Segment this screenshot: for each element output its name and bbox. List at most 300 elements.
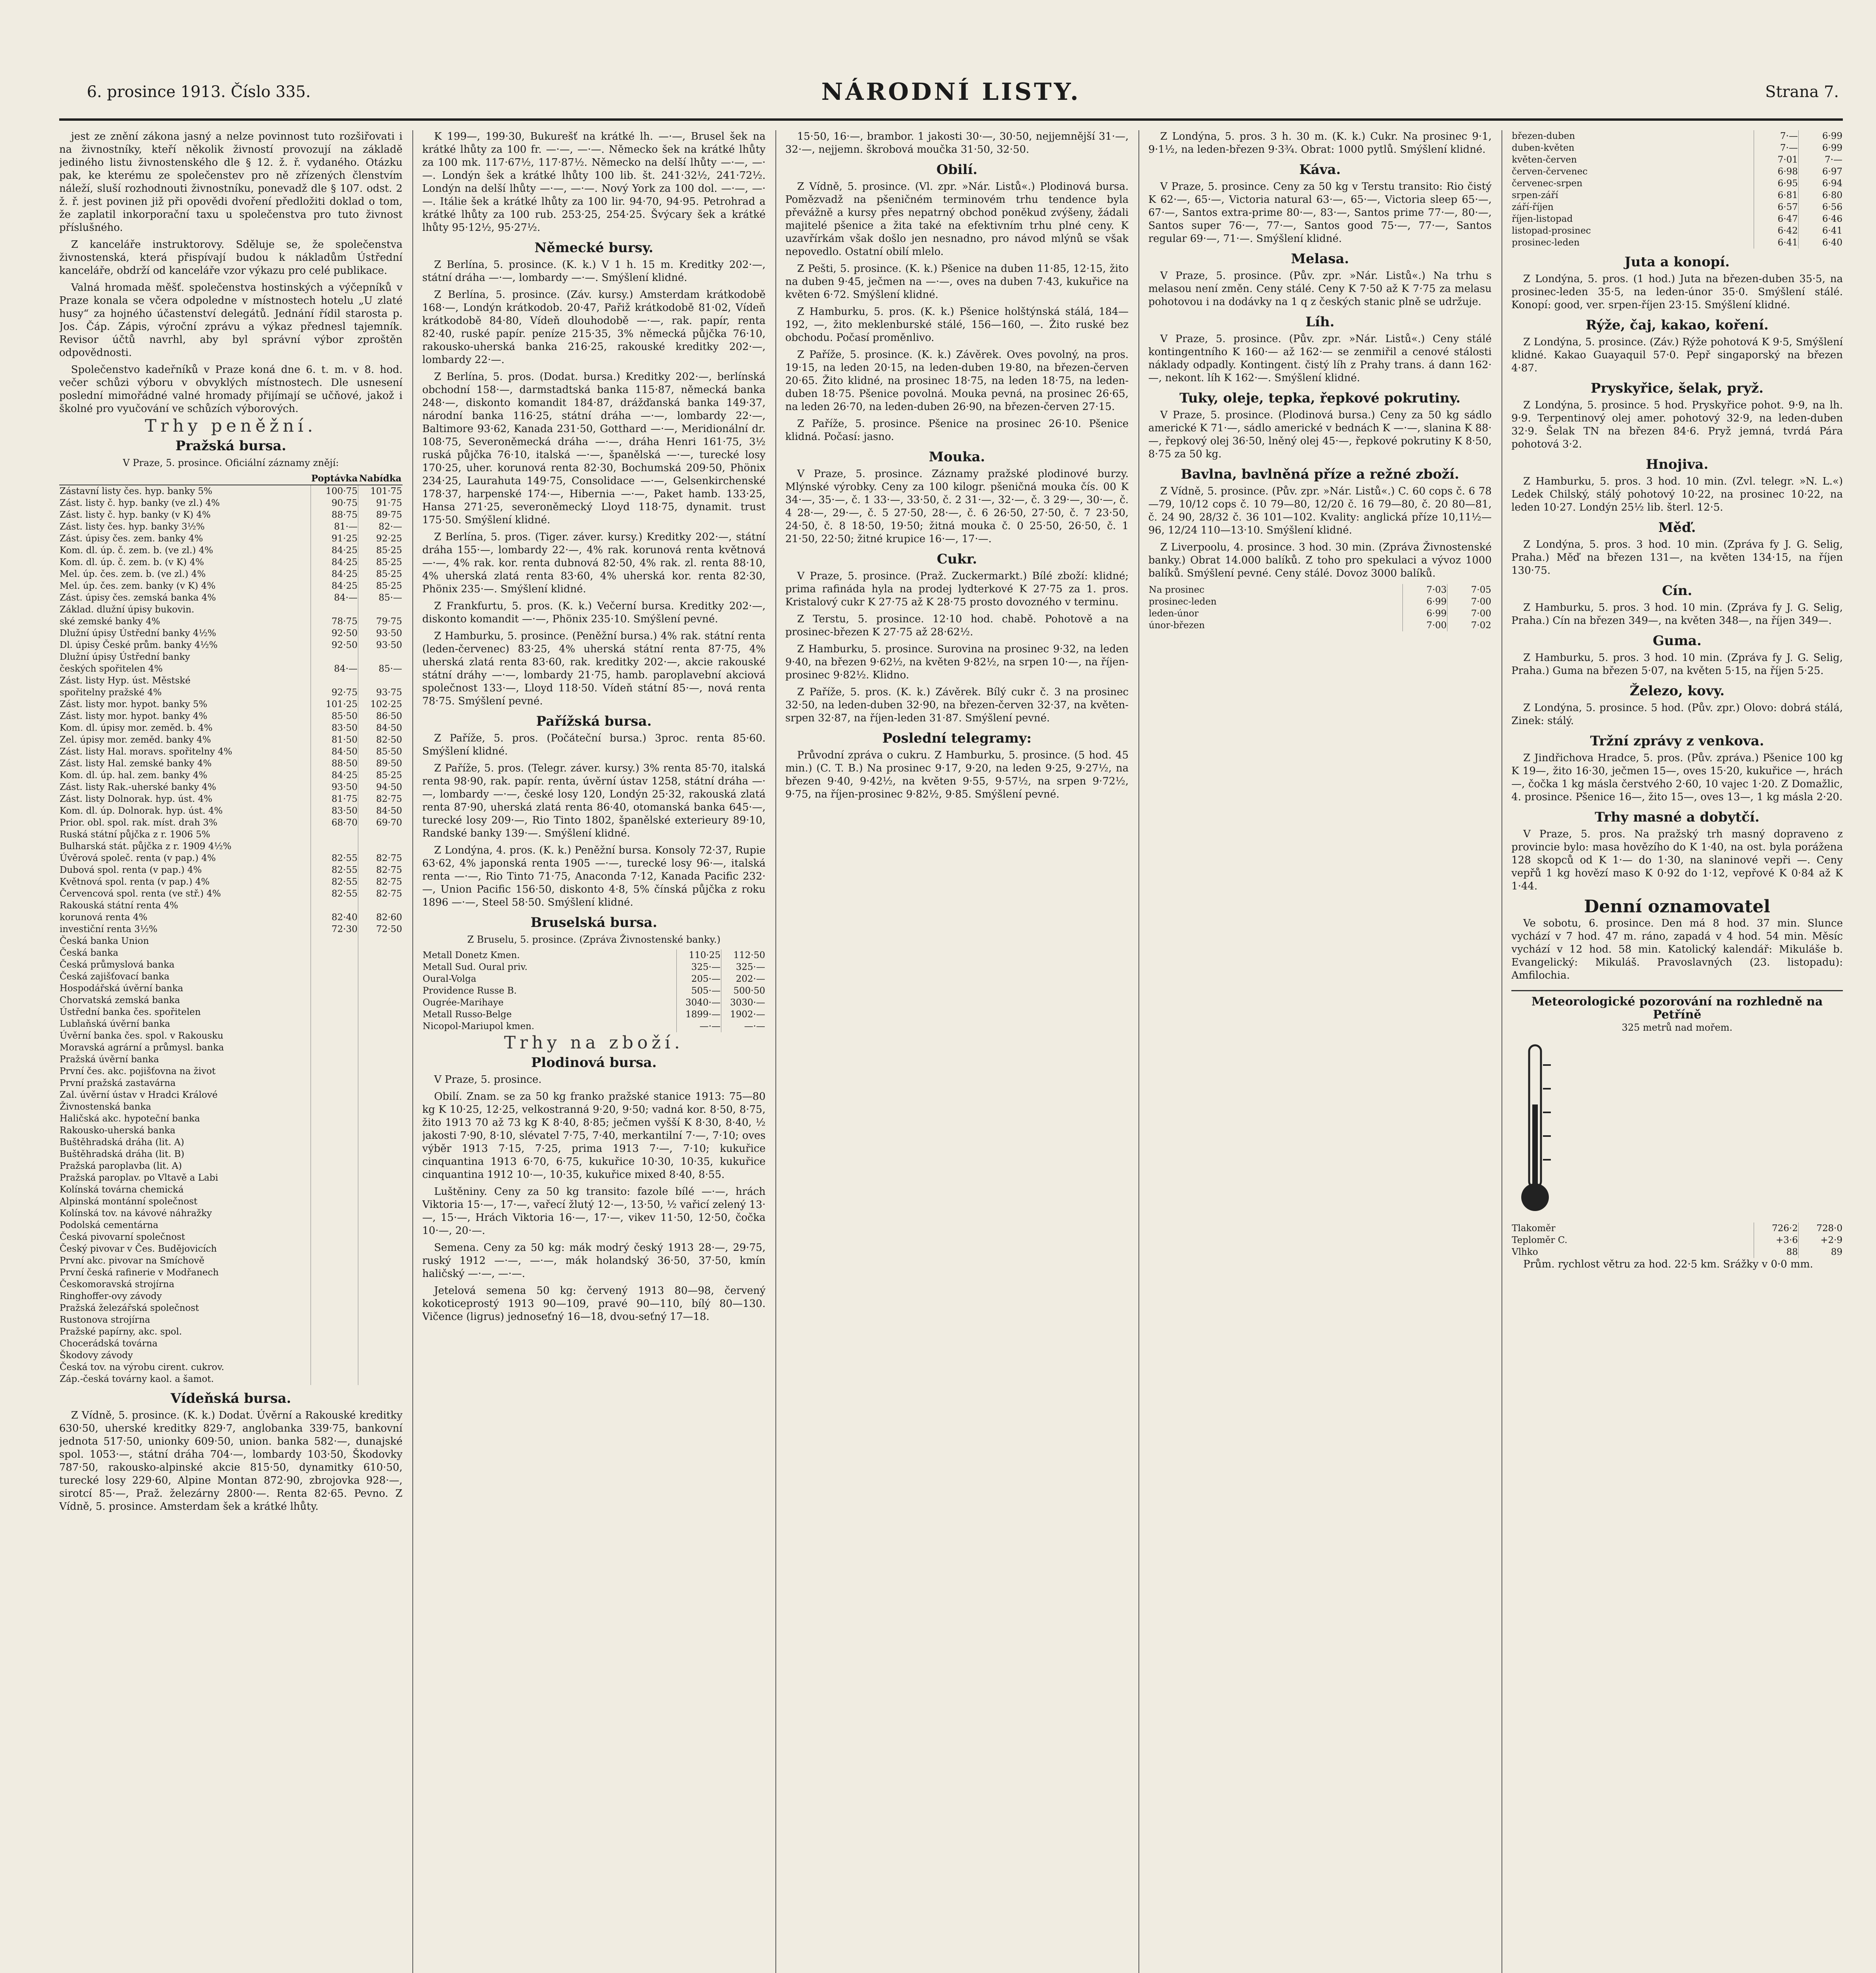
row-value: 85·25 [358, 769, 403, 781]
row-value: 101·75 [358, 485, 403, 497]
table-header: Poptávka [311, 473, 358, 485]
row-value: 6·41 [1754, 237, 1799, 249]
table-row [59, 971, 403, 983]
section-title: Káva. [1299, 162, 1341, 178]
table-row [1511, 1246, 1843, 1258]
row-name: Lublaňská úvěrní banka [60, 1019, 170, 1029]
table-row [59, 1326, 403, 1338]
table-row [59, 627, 403, 639]
section-title: Denní oznamovatel [1584, 897, 1770, 917]
section-title: Rýže, čaj, kakao, koření. [1586, 317, 1769, 333]
table-row [422, 961, 766, 973]
row-value: 85·25 [358, 580, 403, 592]
table-header [59, 473, 311, 485]
row-value: 85·25 [358, 556, 403, 568]
row-value: 89 [1799, 1246, 1843, 1258]
table-row [59, 840, 403, 852]
row-value: 93·50 [358, 639, 403, 651]
article-paragraph: 15·50, 16·—, brambor. 1 jakosti 30·—, 30·50, nejjemnější 31·—, 32·—, nejjemn. škrobová moučka 31·50, 32·50. [785, 131, 1129, 155]
row-value: 89·75 [358, 509, 403, 521]
table-row [1511, 201, 1843, 213]
table-row [1148, 596, 1492, 608]
row-value: 3040·— [677, 997, 721, 1009]
article-paragraph: Z Londýna, 5. pros. (1 hod.) Juta na březen-duben 35·5, na prosinec-leden 35·5, na leden-únor 35·0. Smýšlení stálé. Konopí: good, ver. srpen-říjen 23·15. Smýšlení klidné. [1511, 273, 1843, 311]
column-5 [1511, 130, 1843, 1973]
section-title: Bavlna, bavlněná příze a režné zboží. [1181, 466, 1459, 482]
table-row [59, 698, 403, 710]
table-row [59, 556, 403, 568]
row-name: duben-květen [1512, 143, 1575, 153]
row-value [358, 1006, 403, 1018]
table-row [59, 1113, 403, 1125]
table-row [59, 710, 403, 722]
article-paragraph: Z Hamburku, 5. prosince. (Peněžní bursa.) 4% rak. státní renta (leden-červenec) 83·25, 4% uherská státní renta 87·75, 4% uherská zlatá renta 83·60, rak. kreditky 202·—, akcie rakouské státní dráhy —·—, lombardy 21·75, hamb. paroplavební akciová společnost 133·—, Lloyd 118·50. Vídeň státní 85·—, nová renta 78·75. Smýšlení pevné. [422, 630, 766, 707]
article-paragraph: Z Londýna, 5. pros. 3 hod. 10 min. (Zpráva fy J. G. Selig, Praha.) Měď na březen 131—, na květen 134·15, na říjen 130·75. [1511, 539, 1843, 577]
table-row [59, 876, 403, 888]
table-row [59, 651, 403, 663]
row-value: 88·75 [311, 509, 358, 521]
row-value [311, 1054, 358, 1065]
table-row [59, 592, 403, 604]
article-paragraph: V Praze, 5. prosince. (Plodinová bursa.) Ceny za 50 kg sádlo americké K 71·—, sádlo americké v bednách K —·—, slanina K 88·—, řepkový olej 36·50, lněný olej 45·—, řepkové pokrutiny K 8·50, 8·75 za 50 kg. [1148, 409, 1492, 460]
row-value: 84·25 [311, 580, 358, 592]
row-name: březen-duben [1512, 131, 1575, 141]
article-paragraph: V Praze, 5. pros. Na pražský trh masný dopraveno z provincie bylo: masa hovězího do K 1·40, na ost. byla porážena 128 skopců od K 1·— do 1·30, na slaninové vepři —. Ceny vepřů 1 kg hovězí maso K 0·92 do 1·12, vepřové K 0·84 až K 1·44. [1511, 828, 1843, 892]
table-row [59, 1196, 403, 1207]
row-value [358, 1113, 403, 1125]
row-value: 325·— [721, 961, 766, 973]
table-row [1511, 142, 1843, 154]
row-value [358, 1184, 403, 1196]
table-row [59, 1101, 403, 1113]
weather-table [1511, 1222, 1843, 1258]
row-name: Dlužní úpisy Ústřední banky [60, 652, 190, 662]
row-value: 6·99 [1799, 142, 1843, 154]
row-name: Zást. listy č. hyp. banky (ve zl.) 4% [60, 498, 220, 508]
table-row [59, 1018, 403, 1030]
section-subtitle: Z Bruselu, 5. prosince. (Zpráva Živnostenské banky.) [467, 934, 721, 945]
table-row [59, 1338, 403, 1350]
article-paragraph: Z Vídně, 5. prosince. (Vl. zpr. »Nár. Listů«.) Plodinová bursa. Pomězvadž na pšeničném terminovém trhu tendence byla převážně a kursy přes nepatrný obchod poněkud zvýšeny, žádali majitelé pšenice a žita také na efektivním trhu plné ceny. K uzavřírkám však došlo jen nesnadno, pro návod mlýnů se však nepovedlo. Ostatní obilí mlelo. [785, 181, 1129, 258]
article-paragraph: Z kanceláře instruktorovy. Sděluje se, že společenstva živnostenská, která přispívají budou k nákladům Ústřední kanceláře, obdrží od kanceláře vzor výkazu pro celé publikace. [59, 239, 403, 277]
row-value [311, 1361, 358, 1373]
row-name: Vlhko [1512, 1247, 1538, 1257]
article-paragraph: Z Hamburku, 5. pros. 3 hod. 10 min. (Zvl. telegr. »N. L.«) Ledek Chilský, stálý pohotový 10·22, na prosinec 10·22, na leden 10·27. Londýn 25½ lib. šterl. 12·5. [1511, 475, 1843, 513]
row-value [358, 675, 403, 687]
row-name: Česká banka [60, 948, 118, 958]
newspaper-title: NÁRODNÍ LISTY. [821, 78, 1081, 106]
row-value [311, 947, 358, 959]
row-value [311, 1314, 358, 1326]
row-name: Bulharská stát. půjčka z r. 1909 4½% [60, 841, 232, 852]
row-value: 1899·— [677, 1009, 721, 1020]
section-title: Hnojiva. [1646, 457, 1709, 472]
article-paragraph: Z Vídně, 5. prosince. (K. k.) Dodat. Úvěrní a Rakouské kreditky 630·50, uherské kreditky 829·7, anglobanka 339·75, bankovní jednota 517·50, unionky 609·50, union. banka 582·—, dunajské spol. 1053·—, státní dráha 704·—, lombardy 103·50, Škodovky 787·50, rakousko-alpinské akcie 815·50, dynamitky 610·50, turecké losy 229·60, Alpine Montan 872·90, zbrojovka 928·—, sirotcí 85·—, Praž. železárny 2800·—. Renta 82·65. Pevno. Z Vídně, 5. prosince. Amsterdam šek a krátké lhůty. [59, 1410, 403, 1513]
row-name: prosinec-leden [1149, 597, 1217, 607]
row-value: 82·55 [311, 852, 358, 864]
row-value: 6·99 [1403, 596, 1447, 608]
row-value: 6·94 [1799, 178, 1843, 189]
row-value: 82·50 [358, 734, 403, 746]
table-row [59, 1302, 403, 1314]
article-paragraph: Z Hamburku, 5. pros. (K. k.) Pšenice holštýnská stálá, 184—192, —, žito meklenburské stálé, 156—160, —. Žito ruské bez obchodu. Počasí proměnlivo. [785, 306, 1129, 344]
row-value: 202·— [721, 973, 766, 985]
article-paragraph: Z Liverpoolu, 4. prosince. 3 hod. 30 min. (Zpráva Živnostenské banky.) Obrat 14.000 balíků. Z toho pro spekulaci a vývoz 1000 balíků. Smýšlení pevné. Ceny stálé. Dovoz 3000 balíků. [1148, 541, 1492, 579]
row-value: 6·57 [1754, 201, 1799, 213]
row-value [311, 604, 358, 616]
row-name: Zást. úpisy čes. zemská banka 4% [60, 593, 216, 603]
row-value: 7·— [1754, 142, 1799, 154]
row-value: 82·55 [311, 876, 358, 888]
article-paragraph: V Praze, 5. prosince. [434, 1074, 542, 1086]
row-name: Metall Donetz Kmen. [423, 950, 520, 960]
row-name: Mel. úp. čes. zem. banky (v K) 4% [60, 581, 216, 591]
row-value [358, 1207, 403, 1219]
row-value [311, 1184, 358, 1196]
table-row [59, 1350, 403, 1361]
section-title: Měď. [1658, 520, 1696, 535]
row-value [311, 1338, 358, 1350]
row-value [311, 1125, 358, 1136]
table-row [422, 949, 766, 961]
row-name: Kolínská továrna chemická [60, 1185, 184, 1195]
row-name: Pražská úvěrní banka [60, 1054, 159, 1065]
column-4 [1148, 130, 1492, 1973]
article-paragraph: Z Jindřichova Hradce, 5. pros. (Pův. zpráva.) Pšenice 100 kg K 19—, žito 16·30, ječmen 15—, oves 15·20, kukuřice —, hrách —, čočka 1 kg másla čerstvého 2·60, 10 vajec 1·20. Z Domažlic, 4. prosince. Pšenice 16—, žito 15—, oves 13—, 1 kg másla 2·20. [1511, 752, 1843, 803]
row-value [311, 1207, 358, 1219]
row-value [358, 994, 403, 1006]
row-value [311, 1267, 358, 1279]
article-paragraph: Z Londýna, 4. pros. (K. k.) Peněžní bursa. Konsoly 72·37, Rupie 63·62, 4% japonská renta 1905 —·—, turecké losy 96·—, italská renta —·—, Rio Tinto 71·75, Anaconda 7·12, Kanada Pacific 232·—, Union Pacific 156·50, diskonto 4·8, 5% čínská půjčka z roku 1896 —·—, Steel 58·50. Smýšlení klidné. [422, 844, 766, 908]
row-value: 6·56 [1799, 201, 1843, 213]
table-row [422, 985, 766, 997]
table-row [59, 1065, 403, 1077]
row-value [358, 840, 403, 852]
row-value: 82·75 [358, 852, 403, 864]
row-name: Tlakoměr [1512, 1223, 1556, 1234]
row-value: 89·50 [358, 758, 403, 769]
row-value: 84·25 [311, 545, 358, 556]
table-row [59, 1373, 403, 1385]
table-row [59, 616, 403, 627]
table-row [59, 912, 403, 923]
row-name: Na prosinec [1149, 585, 1205, 595]
article-paragraph: Valná hromada měšť. společenstva hostinských a výčepníků v Praze konala se včera odpoledne v místnostech hotelu „U zlaté husy“ za hojného účastenství delegátů. Jednání řídil starosta p. Jos. Čáp. Zápis, výroční zprávu a výkaz přednesl tajemník. Revisor účtů navrhl, aby byl správní výbor zproštěn odpovědnosti. [59, 282, 403, 359]
row-name: Buštěhradská dráha (lit. B) [60, 1149, 185, 1159]
row-name: Pražská železářská společnost [60, 1303, 199, 1313]
row-value [311, 1077, 358, 1089]
row-value [358, 1231, 403, 1243]
section-title: Plodinová bursa. [531, 1055, 657, 1071]
article-paragraph: Luštěniny. Ceny za 50 kg transito: fazole bílé —·—, hrách Viktoria 15·—, 17·—, vařecí žlutý 12·—, 13·50, ½ vařicí zelený 13·—, 15·—, Hrách Viktoria 16·—, 17·—, vikev 11·50, 12·50, čočka 10·—, 20·—. [422, 1186, 766, 1237]
row-value [358, 1255, 403, 1267]
row-value: 82·40 [311, 912, 358, 923]
row-name: Chorvatská zemská banka [60, 995, 180, 1005]
section-banner: Trhy peněžní. [145, 416, 317, 436]
article-paragraph: Ve sobotu, 6. prosince. Den má 8 hod. 37 min. Slunce vychází v 7 hod. 47 m. ráno, zapadá v 4 hod. 54 min. Měsíc vychází v 12 hod. 58 min. Katolický kalendář: Mikuláše b. Evangelický: Mikuláš. Pravoslavných (23. listopadu): Amfilochia. [1511, 917, 1843, 981]
row-value: 82·60 [358, 912, 403, 923]
row-name: Rakousko-uherská banka [60, 1125, 176, 1136]
brussels-table [422, 949, 766, 1032]
row-value [311, 1196, 358, 1207]
table-row [59, 935, 403, 947]
article-paragraph: Semena. Ceny za 50 kg: mák modrý český 1913 28·—, 29·75, ruský 1912 —·—, —·—, mák holandský 36·50, 37·50, kmín haličský —·—, —·—. [422, 1242, 766, 1280]
row-value: 88 [1754, 1246, 1799, 1258]
table-row [59, 959, 403, 971]
row-value: 500·50 [721, 985, 766, 997]
table-row [59, 1160, 403, 1172]
table-row [59, 852, 403, 864]
row-name: Podolská cementárna [60, 1220, 159, 1230]
row-value [311, 971, 358, 983]
row-name: První čes. akc. pojišťovna na život [60, 1066, 216, 1076]
row-value [358, 1136, 403, 1148]
row-name: Ruská státní půjčka z r. 1906 5% [60, 829, 210, 840]
table-row [59, 805, 403, 817]
row-value: 728·0 [1799, 1222, 1843, 1234]
table-row [59, 1042, 403, 1054]
section-title: Cín. [1662, 583, 1693, 599]
row-value: 82·75 [358, 793, 403, 805]
row-value: 83·50 [311, 722, 358, 734]
table-row [59, 568, 403, 580]
row-name: Dlužní úpisy Ústřední banky 4½% [60, 628, 216, 638]
row-value [358, 959, 403, 971]
table-row [59, 1255, 403, 1267]
section-title: Cukr. [937, 551, 977, 567]
section-title: Pryskyřice, šelak, pryž. [1590, 380, 1764, 396]
row-value [311, 1350, 358, 1361]
table-row [59, 604, 403, 616]
row-value: 7·— [1799, 154, 1843, 166]
article-paragraph: Jetelová semena 50 kg: červený 1913 80—98, červený kokoticeprostý 1913 90—109, pravé 90—110, bílý 80—130. Vičence (ligrus) jednoseťný 16—18, dvou-seťný 17—18. [422, 1285, 766, 1323]
table-row [59, 947, 403, 959]
row-value: 81·— [311, 521, 358, 533]
row-name: Dl. úpisy České prům. banky 4½% [60, 640, 218, 650]
row-name: Pražské papírny, akc. spol. [60, 1327, 182, 1337]
article-paragraph: Z Berlína, 5. pros. (Tiger. záver. kursy.) Kreditky 202·—, státní dráha 155·—, lombardy 22·—, 4% rak. korunová renta květnová —·—, 4% rak. kor. renta dubnová 82·50, 4% rak. zl. renta 88·10, 4% uherská zlatá renta 83·60, 4% uherská kor. renta 82·30, Phönix 235·—. Smýšlení klidné. [422, 531, 766, 595]
row-value [358, 1160, 403, 1172]
row-value [358, 947, 403, 959]
table-row [422, 1020, 766, 1032]
row-value: 6·80 [1799, 189, 1843, 201]
row-value [358, 1373, 403, 1385]
row-value [311, 651, 358, 663]
section-title: Vídeňská bursa. [170, 1391, 291, 1406]
table-row [59, 1089, 403, 1101]
table-row [59, 1006, 403, 1018]
row-name: Zást. listy Dolnorak. hyp. úst. 4% [60, 794, 213, 804]
row-name: Kolínská tov. na kávové náhražky [60, 1208, 212, 1219]
row-name: Ústřední banka čes. spořitelen [60, 1007, 201, 1017]
article-paragraph: Z Paříže, 5. pros. (Telegr. záver. kursy.) 3% renta 85·70, italská renta 98·90, rak. papír. renta, úvěrní ústav 1258, státní dráha —·—, lombardy —·—, české losy 120, Londýn 25·32, rakouská zlatá renta 87·90, uherská zlatá renta 86·40, otomanská banka 645·—, turecké losy 209·—, Rio Tinto 1802, španělské exterieury 89·10, Randské banky 139·—. Smýšlení klidné. [422, 762, 766, 839]
row-value [311, 1290, 358, 1302]
row-value [311, 1042, 358, 1054]
row-name: Buštěhradská dráha (lit. A) [60, 1137, 184, 1147]
row-name: Kom. dl. úp. č. zem. b. (ve zl.) 4% [60, 545, 213, 556]
row-name: Květnová spol. renta (v pap.) 4% [60, 877, 210, 887]
row-value [358, 1125, 403, 1136]
row-value: 6·47 [1754, 213, 1799, 225]
section-title: Trhy masné a dobytčí. [1595, 809, 1760, 825]
row-value: 68·70 [311, 817, 358, 829]
article-paragraph: Z Hamburku, 5. pros. 3 hod. 10 min. (Zpráva fy J. G. Selig, Praha.) Guma na březen 5·07, na květen 5·15, na říjen 5·25. [1511, 652, 1843, 677]
section-title: Německé bursy. [534, 240, 653, 256]
row-name: srpen-září [1512, 190, 1558, 200]
section-title: Guma. [1653, 633, 1702, 649]
row-value [311, 983, 358, 994]
row-name: květen-červen [1512, 155, 1577, 165]
row-name: Česká tov. na výrobu cirent. cukrov. [60, 1362, 225, 1372]
row-value: 101·25 [311, 698, 358, 710]
thermometer-icon [1511, 1041, 1559, 1215]
row-value: 1902·— [721, 1009, 766, 1020]
article-paragraph: jest ze znění zákona jasný a nelze povinnost tuto rozšiřovati i na živnostníky, kteří několik živností provozují na základě jediného listu živnostenského dle § 12. ž. ř. vydaného. Otázku pak, ke kterému ze společenstev pro ně zřízených členstvím náleží, sluší rozhodnouti živnostníku, ponevadž dle § 107. odst. 2 ž. ř. jest povinen již při opovědi dvoření předložiti doklad o tom, že zaplatil inkorporační taxu u společenstva pro tuto živnost příslušného. [59, 131, 403, 234]
section-title: Pařížská bursa. [536, 713, 652, 729]
table-row [59, 1207, 403, 1219]
table-row [1511, 1234, 1843, 1246]
row-value: 6·95 [1754, 178, 1799, 189]
row-value: 7·00 [1403, 620, 1447, 631]
row-value: 85·50 [358, 746, 403, 758]
row-name: Kom. dl. úpisy mor. zeměd. b. 4% [60, 723, 213, 733]
row-name: Zást. listy Hal. zemské banky 4% [60, 758, 212, 769]
row-value: 92·75 [311, 687, 358, 698]
row-name: Kom. dl. úp. Dolnorak. hyp. úst. 4% [60, 806, 223, 816]
section-title: Líh. [1305, 314, 1335, 330]
row-value [358, 1196, 403, 1207]
row-name: Moravská agrární a průmysl. banka [60, 1043, 224, 1053]
section-title: Bruselská bursa. [530, 915, 657, 930]
row-value: 92·25 [358, 533, 403, 545]
table-row [59, 769, 403, 781]
row-name: Nicopol-Mariupol kmen. [423, 1021, 535, 1031]
row-value: 3030·— [721, 997, 766, 1009]
row-name: Úvěrová společ. renta (v pap.) 4% [60, 853, 216, 863]
section-title: Melasa. [1291, 251, 1349, 267]
row-name: Kom. dl. úp. hal. zem. banky 4% [60, 770, 208, 781]
row-name: Zást. listy čes. hyp. banky 3½% [60, 522, 205, 532]
article-paragraph: Z Paříže, 5. pros. (Počáteční bursa.) 3proc. renta 85·60. Smýšlení klidné. [422, 732, 766, 757]
row-value: 93·50 [358, 627, 403, 639]
article-paragraph: Z Terstu, 5. prosince. 12·10 hod. chabě. Pohotově a na prosinec-březen K 27·75 až 28·62½. [785, 613, 1129, 638]
row-value: 94·50 [358, 781, 403, 793]
table-row [59, 580, 403, 592]
row-name: Zást. listy Rak.-uherské banky 4% [60, 782, 216, 792]
row-value: 81·75 [311, 793, 358, 805]
column-2 [422, 130, 766, 1973]
row-value: 7·00 [1447, 596, 1492, 608]
row-value: 325·— [677, 961, 721, 973]
article-paragraph: K 199—, 199·30, Bukurešť na krátké lh. —·—, Brusel šek na krátké lhůty za 100 fr. —·—, —·—. Německo šek na krátké lhůty za 100 mk. 117·67½, 117·87½. Německo na delší lhůty —·—, —·—. Londýn šek a krátké lhůty 100 lib. št. 241·32½, 241·72½. Londýn na delší lhůty —·—, —·—. Nový York za 100 dol. —·—, —·—. Itálie šek a krátké lhůty za 100 lir. 94·70, 94·95. Petrohrad a krátké lhůty za 100 rub. 253·25, 254·25. Švýcary šek a krátké lhůty 95·12½, 95·27½. [422, 131, 766, 234]
row-name: Haličská akc. hypoteční banka [60, 1114, 200, 1124]
row-name: Zel. úpisy mor. zeměd. banky 4% [60, 735, 211, 745]
article-paragraph: Obilí. Znam. se za 50 kg franko pražské stanice 1913: 75—80 kg K 10·25, 12·25, velkostranná 9·20, 9·50; vadná kor. 8·50, 8·75, žito 1913 70 až 73 kg K 8·40, 8·85; ječmen vyšší K 8·30, 8·40, ½ jakosti 7·90, 8·10, slévatel 7·75, 7·40, merkantilní 7·—, 7·10; oves výběr 1913 7·15, 7·25, prima 1913 7·—, 7·10; kukuřice cinquantina 1913 6·70, 6·75, kukuřice 10·30, 10·35, kukuřice cinquantina 1912 10·—, 10·35, kukuřice mixed 8·40, 8·55. [422, 1091, 766, 1181]
weather-subtitle: 325 metrů nad mořem. [1621, 1022, 1733, 1033]
table-row [59, 817, 403, 829]
row-name: Českomoravská strojírna [60, 1279, 174, 1290]
row-name: Mel. úp. čes. zem. b. (ve zl.) 4% [60, 569, 206, 579]
row-value: 84·— [311, 592, 358, 604]
article-paragraph: Z Londýna, 5. pros. 3 h. 30 m. (K. k.) Cukr. Na prosinec 9·1, 9·1½, na leden-březen 9·3¾. Obrat: 1000 pytlů. Smýšlení klidné. [1148, 131, 1492, 155]
row-value: 90·75 [311, 497, 358, 509]
row-name: Alpinská montánní společnost [60, 1196, 198, 1207]
row-value: 84·50 [358, 805, 403, 817]
row-name: Pražská paroplav. po Vltavě a Labi [60, 1173, 218, 1183]
table-row [59, 533, 403, 545]
row-value: 85·— [358, 592, 403, 604]
row-value [311, 1089, 358, 1101]
table-row [59, 485, 403, 497]
row-value: 72·50 [358, 923, 403, 935]
table-header: Nabídka [358, 473, 403, 485]
row-value: 6·97 [1799, 166, 1843, 178]
article-paragraph: Společenstvo kadeřníků v Praze koná dne 6. t. m. v 8. hod. večer schůzi výboru v obvyklých místnostech. Dle usnesení poslední mimořádné valné hromady přijímají se učňové, jakož i školné pro vyučování ve schůzích výborových. [59, 364, 403, 415]
page-number: Strana 7. [1765, 83, 1839, 101]
row-value: 6·99 [1403, 608, 1447, 620]
section-subtitle: V Praze, 5. prosince. Oficiální záznamy znějí: [123, 457, 339, 468]
row-value [358, 1338, 403, 1350]
row-value [311, 1148, 358, 1160]
table-row [59, 509, 403, 521]
row-value: 6·40 [1799, 237, 1843, 249]
row-name: Rakouská státní renta 4% [60, 900, 178, 911]
row-value [358, 1018, 403, 1030]
row-value [358, 1243, 403, 1255]
row-value [311, 1160, 358, 1172]
table-row [59, 983, 403, 994]
row-value [358, 900, 403, 912]
row-value: 85·50 [311, 710, 358, 722]
row-value [358, 935, 403, 947]
article-paragraph: Z Londýna, 5. prosince. 5 hod. (Pův. zpr.) Olovo: dobrá stálá, Zinek: stálý. [1511, 702, 1843, 727]
row-name: ské zemské banky 4% [60, 616, 160, 627]
row-value: —·— [721, 1020, 766, 1032]
weather-box [1511, 990, 1843, 1271]
table-row [1511, 189, 1843, 201]
row-value [358, 983, 403, 994]
table-row [1511, 237, 1843, 249]
table-row [59, 793, 403, 805]
issue-date: 6. prosince 1913. Číslo 335. [87, 83, 311, 101]
row-value: 6·98 [1754, 166, 1799, 178]
row-value [358, 1302, 403, 1314]
table-row [59, 1243, 403, 1255]
table-row [59, 758, 403, 769]
article-paragraph: V Praze, 5. prosince. Záznamy pražské plodinové burzy. Mlýnské výrobky. Ceny za 100 kilogr. pšeničná mouka čís. 00 K 34·—, 35·—, č. 1 33·—, 33·50, č. 2 31·—, 32·—, č. 3 29·—, 30·—, č. 4 28·—, 29·—, č. 5 27·50, 28·—, č. 6 26·50, 27·50, č. 7 23·50, 24·50, č. 8 18·50, 19·50; žitná mouka č. 0 25·50, 26·50, č. 1 21·50, 22·50; žitné krupice 16·—, 17·—. [785, 468, 1129, 545]
weather-title: Meteorologické pozorování na rozhledně na Petříně [1531, 995, 1823, 1022]
row-value: 7·— [1754, 130, 1799, 142]
row-name: listopad-prosinec [1512, 226, 1591, 236]
section-banner: Trhy na zboží. [504, 1033, 684, 1053]
article-paragraph: Z Londýna, 5. prosince. 5 hod. Pryskyřice pohot. 9·9, na lh. 9·9. Terpentinový olej amer. pohotový 32·9, na leden-duben 32·9. Šelak TN na březen 84·6. Pryž jemná, tvrdá Pára pohotová 3·2. [1511, 399, 1843, 450]
row-value [311, 829, 358, 840]
row-value: +3·6 [1754, 1234, 1799, 1246]
row-value: 112·50 [721, 949, 766, 961]
row-value: 85·25 [358, 568, 403, 580]
table-row [59, 888, 403, 900]
row-value: 83·50 [311, 805, 358, 817]
table-row [59, 675, 403, 687]
row-name: červen-červenec [1512, 167, 1588, 177]
row-name: Zást. listy Hyp. úst. Městské [60, 676, 191, 686]
table-row [1148, 584, 1492, 596]
section-title: Tuky, oleje, tepka, řepkové pokrutiny. [1179, 390, 1461, 406]
row-name: Zást. listy Hal. moravs. spořitelny 4% [60, 747, 232, 757]
row-value [358, 1101, 403, 1113]
row-value: 91·25 [311, 533, 358, 545]
article-paragraph: Z Paříže, 5. pros. (K. k.) Závěrek. Bílý cukr č. 3 na prosinec 32·50, na leden-duben 32·90, na březen-červen 32·37, na květen-srpen 32·87, na říjen-leden 31·87. Smýšlení pevné. [785, 686, 1129, 724]
